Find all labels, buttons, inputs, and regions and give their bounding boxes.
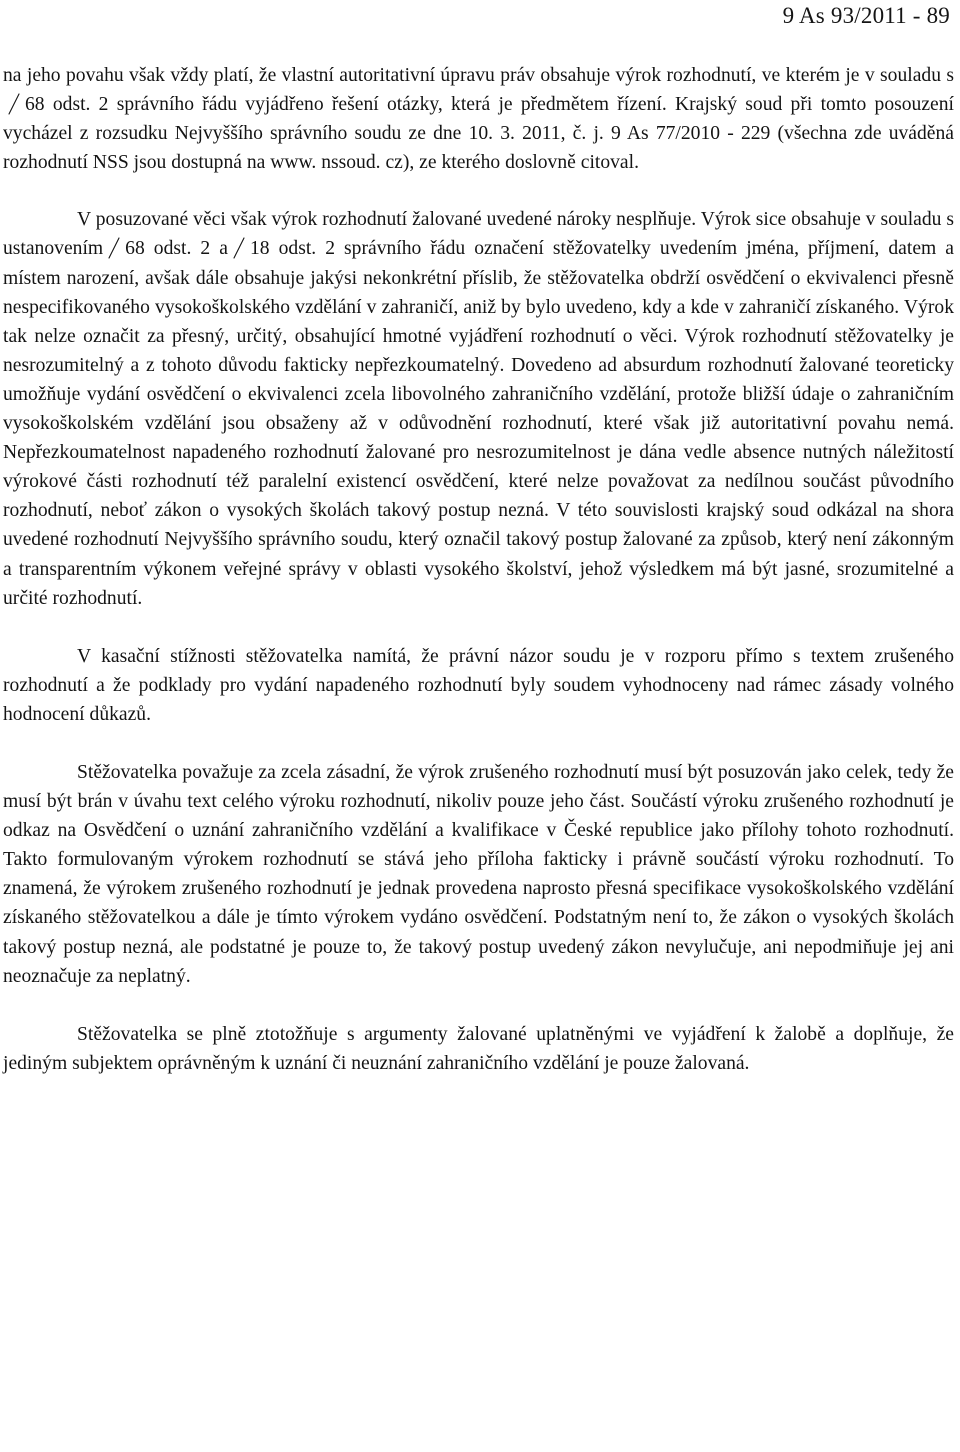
- section-sign-icon: [231, 237, 247, 259]
- paragraph-text: 68 odst. 2 a: [125, 238, 228, 260]
- paragraph-continuation: [3, 61, 954, 177]
- paragraph-cassation-complaint: V kasační stížnosti stěžovatelka namítá, že právní názor soudu je v rozporu přímo s textem zrušeného rozhodnutí a že podklady pro vydání napadeného rozhodnutí byly soudem vyhodnoceny nad rámec zásady volného hodnocení důkazů.: [3, 645, 954, 725]
- paragraph-complainant-position: Stěžovatelka považuje za zcela zásadní, že výrok zrušeného rozhodnutí musí být posuzován jako celek, tedy že musí být brán v úvahu text celého výroku rozhodnutí, nikoliv pouze jeho část. Součástí výroku zrušeného rozhodnutí je odkaz na Osvědčení o uznání zahraničního vzdělání a kvalifikace v České republice jako přílohy tohoto rozhodnutí. Takto formulovaným výrokem rozhodnutí se stává jeho příloha fakticky i právně součástí výroku rozhodnutí. To znamená, že výrokem zrušeného rozhodnutí je jednak provedena naprosto přesná specifikace vysokoškolského vzdělání získaného stěžovatelkou a dále je tímto výrokem vydáno osvědčení. Podstatným není to, že zákon o vysokých školách takový postup nezná, ale podstatné je pouze to, že takový postup uvedený zákon nevylučuje, ani nepodmiňuje jej ani neoznačuje za neplatný.: [3, 761, 954, 987]
- section-sign-icon: [6, 93, 22, 115]
- section-sign-icon: [106, 237, 122, 259]
- paragraph-verdict-analysis: [3, 205, 954, 612]
- paragraph-text: V posuzované věci však výrok rozhodnutí žalované uvedené nároky nesplňuje. Výrok sice obsahuje v souladu s ustanovením: [3, 209, 954, 260]
- paragraph-text: na jeho povahu však vždy platí, že vlastní autoritativní úpravu práv obsahuje výrok rozhodnutí, ve kterém je v souladu s: [3, 65, 954, 86]
- paragraph-complainant-agreement: Stěžovatelka se plně ztotožňuje s argumenty žalované uplatněnými ve vyjádření k žalobě a doplňuje, že jediným subjektem oprávněným k uznání či neuznání zahraničního vzdělání je pouze žalovaná.: [3, 1023, 954, 1074]
- paragraph-text: 68 odst. 2 správního řádu vyjádřeno řešení otázky, která je předmětem řízení. Krajský soud při tomto posouzení vycházel z rozsudku Nejvyššího správního soudu ze dne 10. 3. 2011, č. j. 9 As 77/2010 - 229 (všechna zde uváděná rozhodnutí NSS jsou dostupná na www. nssoud. cz), ze kterého doslovně citoval.: [3, 94, 954, 174]
- paragraph-text: 18 odst. 2 správního řádu označení stěžovatelky uvedením jména, příjmení, datem a místem narození, avšak dále obsahuje jakýsi nekonkrétní příslib, že stěžovatelka obdrží osvědčení o ekvivalenci přesně nespecifikovaného vysokoškolského vzdělání v zahraničí, aniž by bylo uvedeno, kdy a kde v zahraničí získaného. Výrok tak nelze označit za přesný, určitý, obsahující hmotné vyjádření rozhodnutí o věci. Výrok rozhodnutí stěžovatelky je nesrozumitelný a z tohoto důvodu fakticky nepřezkoumatelný. Dovedeno ad absurdum rozhodnutí žalované teoreticky umožňuje vydání osvědčení o ekvivalenci zcela libovolného zahraničního vzdělání, protože bližší údaje o zahraničním vysokoškolském vzdělání jsou obsaženy až v odůvodnění rozhodnutí, které však již autoritativní povahu nemá. Nepřezkoumatelnost napadeného rozhodnutí žalované pro nesrozumitelnost je dána vedle absence nutných náležitostí výrokové části rozhodnutí též paralelní existencí osvědčení, které nelze považovat za nedílnou součást původního rozhodnutí, neboť zákon o vysokých školách takový postup nezná. V této souvislosti krajský soud odkázal na shora uvedené rozhodnutí Nejvyššího správního soudu, který označil takový postup žalované za způsob, který není zákonným a transparentním výkonem veřejné správy v oblasti vysokého školství, jehož výsledkem má být jasné, srozumitelné a určité rozhodnutí.: [3, 238, 955, 609]
- page-reference: 9 As 93/2011 - 89: [782, 3, 950, 28]
- document-body: [3, 61, 954, 1078]
